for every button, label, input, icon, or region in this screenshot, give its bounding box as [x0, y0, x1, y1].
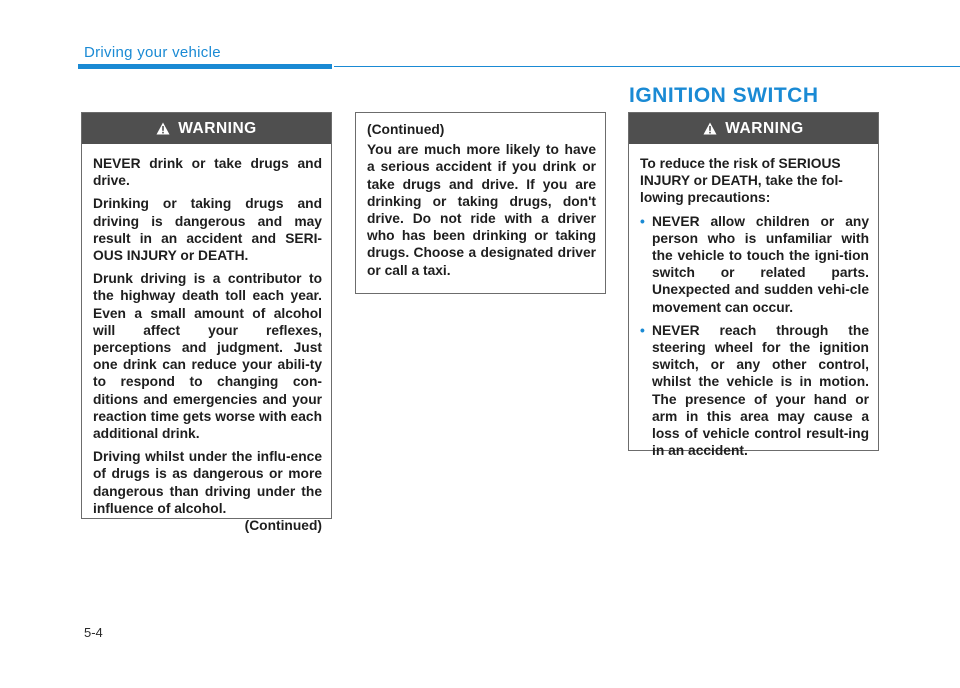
- page-number: 5-4: [84, 625, 103, 640]
- warning-paragraph: Driving whilst under the influ-ence of drugs is as dangerous or more dangerous than driving under the influence of alcohol.: [93, 449, 322, 516]
- continued-text: You are much more likely to have a serious accident if you drink or take drugs and drive. If you are drinking or taking drugs, don't drive. Do not ride with a driver who has been drinking or taking drugs. Choose a designated driver or call a taxi.: [367, 142, 596, 278]
- precaution-list: [640, 213, 869, 460]
- bullet-dot-icon: •: [640, 213, 645, 229]
- warning-label: WARNING: [178, 119, 257, 137]
- list-item: • NEVER reach through the steering wheel for the ignition switch, or any other control, whilst the vehicle is in motion. The presence of your hand or arm in this area may cause a loss of vehicle control result-ing in an accident.: [640, 322, 869, 459]
- warning-paragraph: Drunk driving is a contributor to the highway death toll each year. Even a small amount of alcohol will affect your reflexes, perceptions and judgment. Just one drink can reduce your abili-ty to respond to changing con-ditions and emergencies and your reaction time gets worse with each additional drink.: [93, 271, 322, 442]
- continued-note: (Continued): [244, 518, 322, 534]
- header-rule-thin: [334, 66, 960, 67]
- warning-header: [82, 113, 331, 144]
- warning-triangle-icon: [156, 122, 170, 135]
- warning-paragraph: Drinking or taking drugs and driving is dangerous and may result in an accident and SERI-OUS INJURY or DEATH.: [93, 196, 322, 264]
- section-title: Driving your vehicle: [84, 44, 221, 61]
- header-rule-thick: [78, 64, 332, 69]
- continued-box: [355, 112, 606, 294]
- warning-intro: To reduce the risk of SERIOUS INJURY or DEATH, take the fol-lowing precautions:: [640, 156, 843, 206]
- continued-heading: (Continued): [367, 122, 445, 137]
- warning-paragraph: NEVER drink or take drugs and drive.: [93, 156, 322, 189]
- bullet-dot-icon: •: [640, 322, 645, 338]
- warning-header: [629, 113, 878, 144]
- warning-triangle-icon: [703, 122, 717, 135]
- warning-box-right: [628, 112, 879, 459]
- ignition-switch-title: IGNITION SWITCH: [629, 84, 819, 107]
- warning-label: WARNING: [725, 119, 804, 137]
- warning-box-left: [81, 112, 332, 534]
- list-item: • NEVER allow children or any person who is unfamiliar with the vehicle to touch the igni-tion switch or related parts. Unexpected and sudden vehi-cle movement can occur.: [640, 213, 869, 315]
